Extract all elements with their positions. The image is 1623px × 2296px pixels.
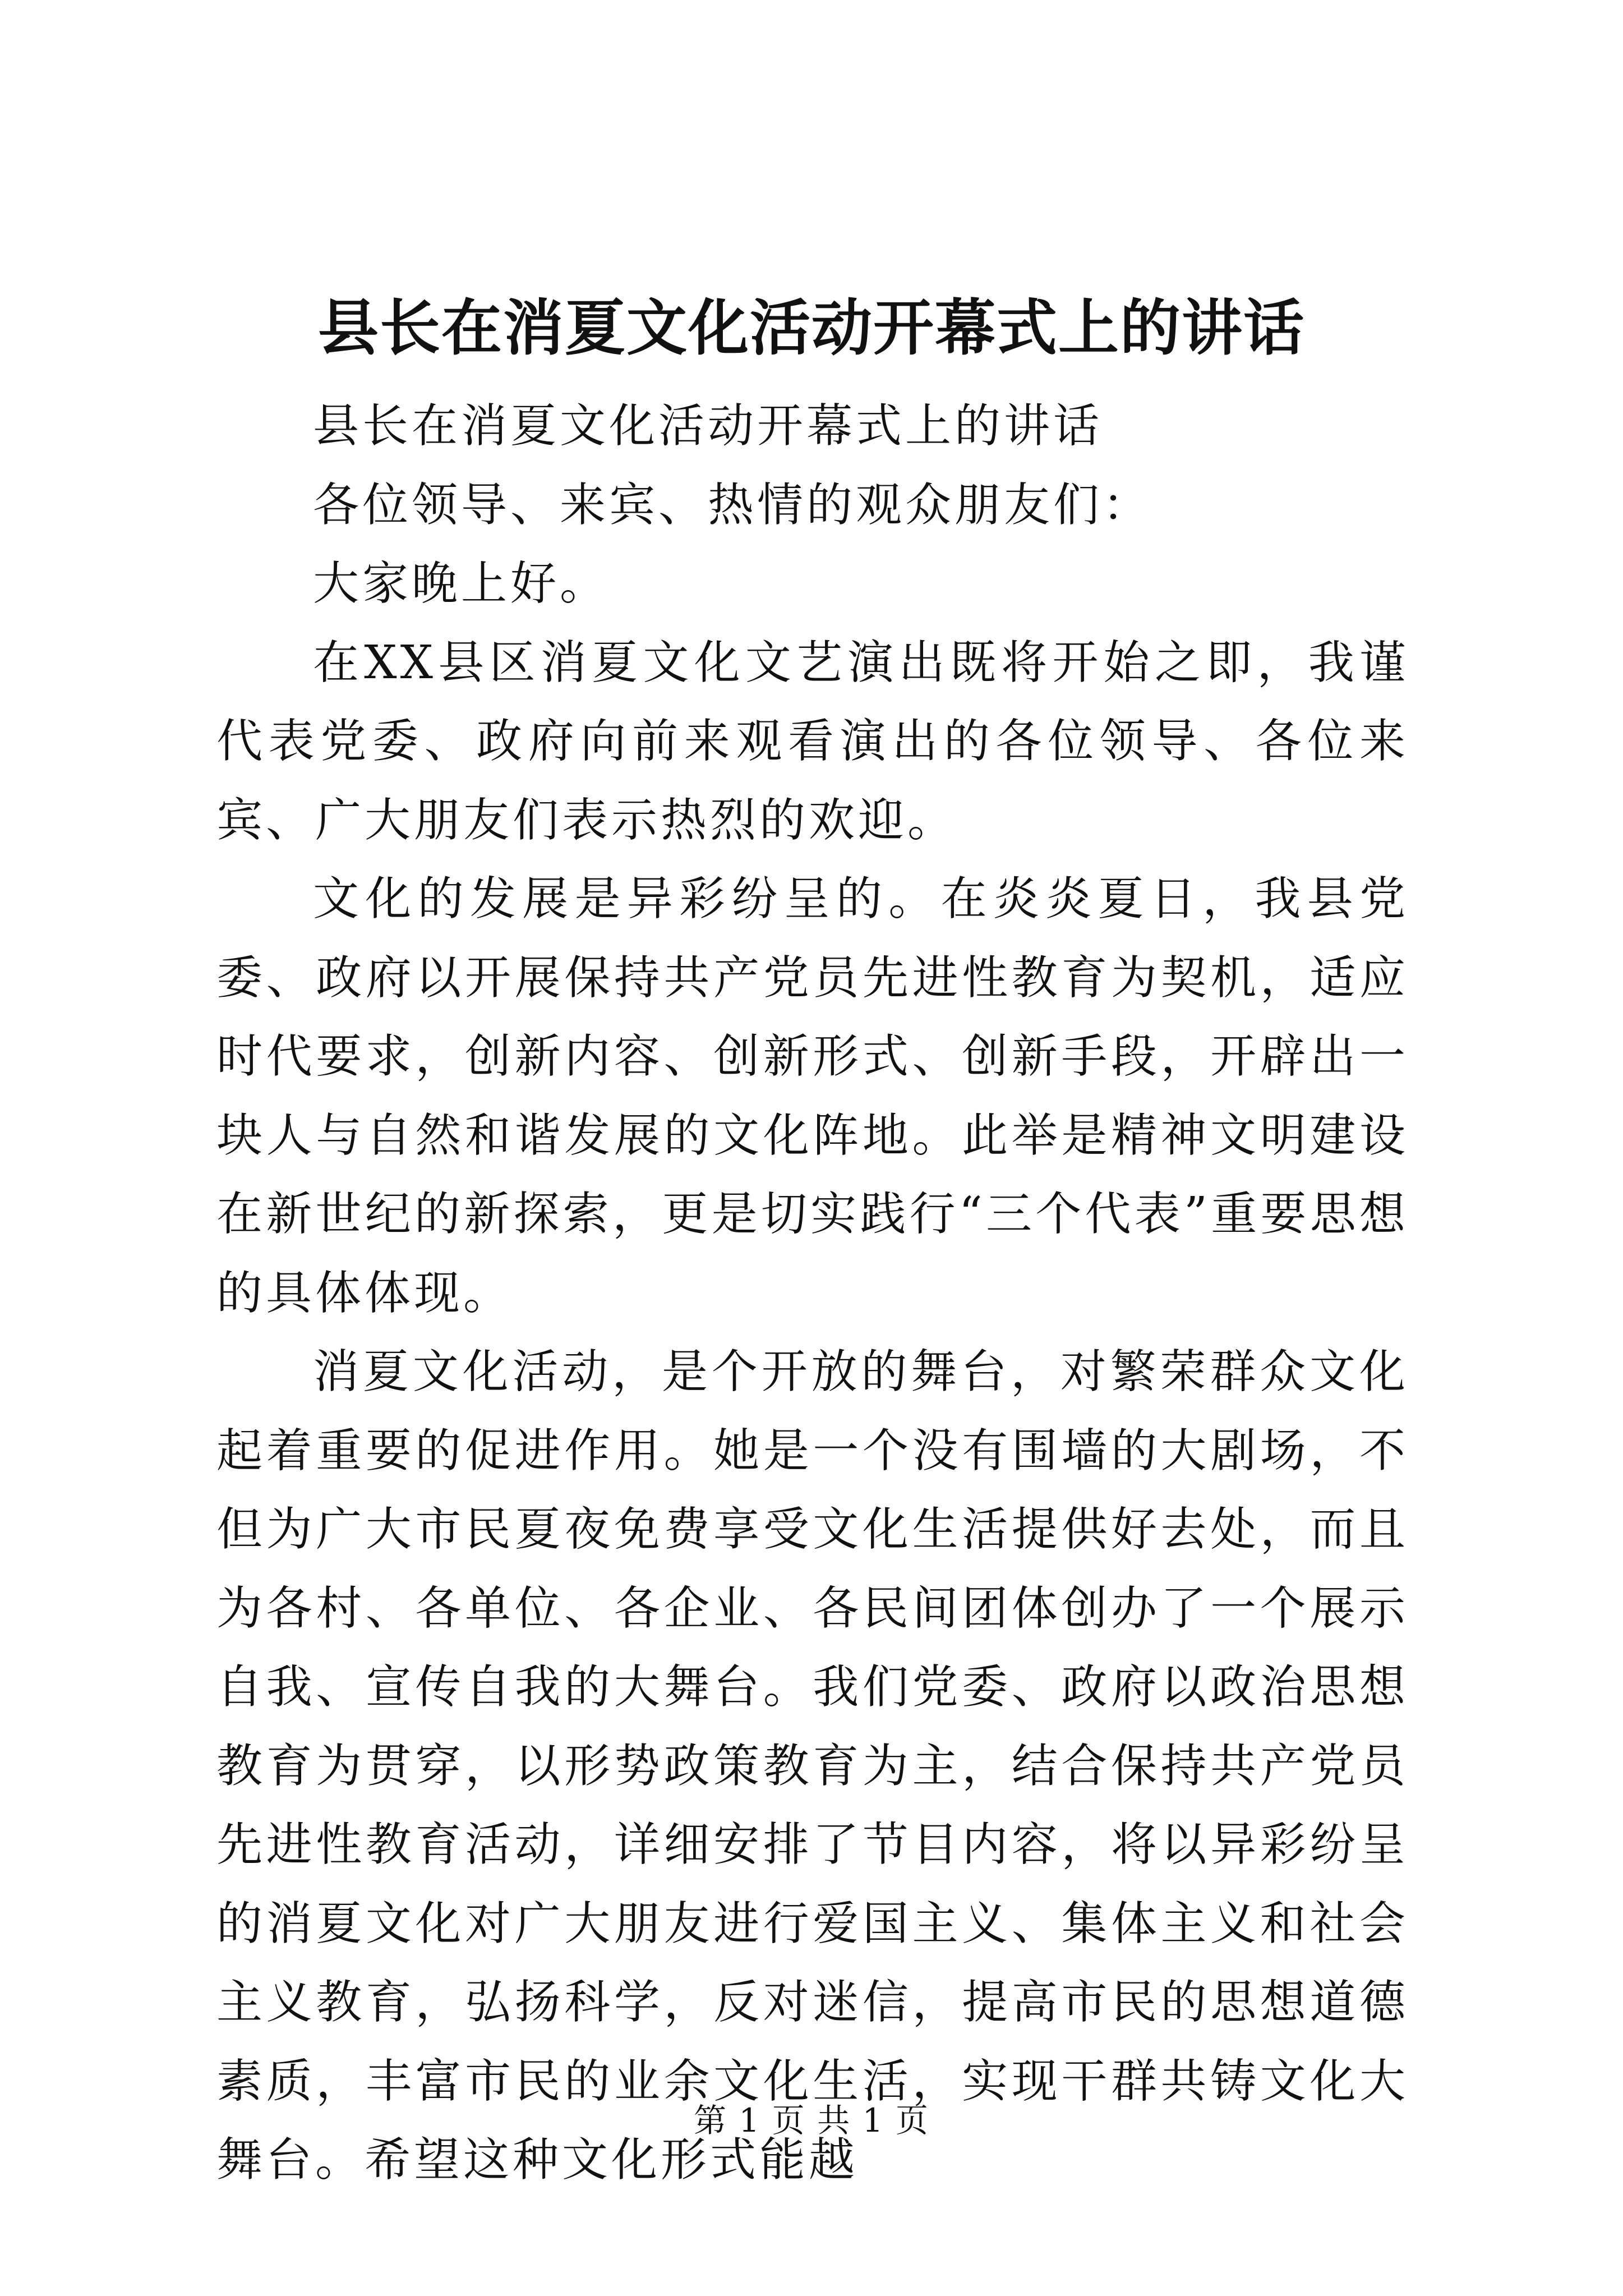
page-footer: 第 1 页 共 1 页: [694, 2101, 929, 2139]
paragraph-salutation: 各位领导、来宾、热情的观众朋友们：: [313, 478, 1152, 532]
document-title: 县长在消夏文化活动开幕式上的讲话: [317, 293, 1305, 364]
paragraph-greeting: 大家晚上好。: [313, 557, 610, 610]
paragraph-welcome: 在XX县区消夏文化文艺演出既将开始之即，我谨代表党委、政府向前来观看演出的各位领导、各位来宾、广大朋友们表示热烈的欢迎。: [216, 636, 1409, 847]
paragraph-culture-development: 文化的发展是异彩纷呈的。在炎炎夏日，我县党委、政府以开展保持共产党员先进性教育为契机，适应时代要求，创新内容、创新形式、创新手段，开辟出一块人与自然和谐发展的文化阵地。此举是精神文明建设在新世纪的新探索，更是切实践行“三个代表”重要思想的具体体现。: [216, 872, 1409, 1320]
paragraph-summer-activity: 消夏文化活动，是个开放的舞台，对繁荣群众文化起着重要的促进作用。她是一个没有围墙的大剧场，不但为广大市民夏夜免费享受文化生活提供好去处，而且为各村、各单位、各企业、各民间团体创办了一个展示自我、宣传自我的大舞台。我们党委、政府以政治思想教育为贯穿，以形势政策教育为主，结合保持共产党员先进性教育活动，详细安排了节目内容，将以异彩纷呈的消夏文化对广大朋友进行爱国主义、集体主义和社会主义教育，弘扬科学，反对迷信，提高市民的思想道德素质，丰富市民的业余文化生活，实现干群共铸文化大舞台。希望这种文化形式能越: [216, 1345, 1409, 2187]
paragraph-subtitle: 县长在消夏文化活动开幕式上的讲话: [313, 399, 1103, 453]
document-body: [216, 387, 1409, 2200]
